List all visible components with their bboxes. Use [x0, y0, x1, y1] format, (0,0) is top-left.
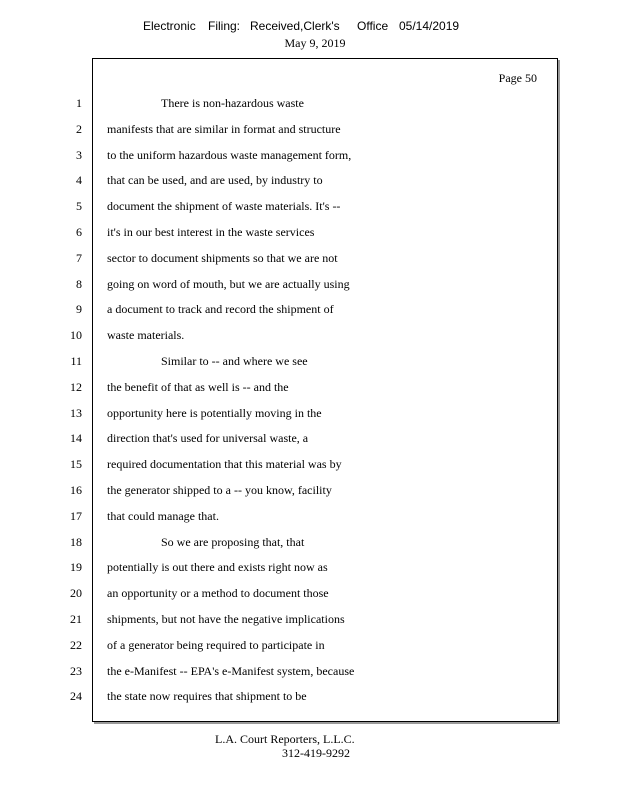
- line-text: There is non-hazardous waste: [161, 96, 304, 110]
- stamp-office: Office: [357, 19, 389, 33]
- transcript-line: [0, 95, 618, 111]
- transcript-line: [0, 663, 618, 679]
- transcript-line: [0, 250, 618, 266]
- line-text: sector to document shipments so that we are not: [107, 251, 338, 265]
- transcript-line: [0, 198, 618, 214]
- line-text: manifests that are similar in format and structure: [107, 122, 341, 136]
- transcript-line: [0, 482, 618, 498]
- transcript-line: [0, 430, 618, 446]
- transcript-line: [0, 405, 618, 421]
- stamp-electronic: Electronic: [143, 19, 196, 33]
- line-text: waste materials.: [107, 328, 185, 342]
- line-text: the benefit of that as well is -- and the: [107, 380, 289, 394]
- line-number: 13: [70, 406, 82, 420]
- transcript-line: [0, 172, 618, 188]
- line-text: of a generator being required to participate in: [107, 638, 325, 652]
- stamp-date: 05/14/2019: [399, 19, 460, 33]
- transcript-line: [0, 276, 618, 292]
- transcript-line: [0, 353, 618, 369]
- line-number: 22: [70, 638, 82, 652]
- line-number: 17: [70, 509, 82, 523]
- transcript-line: [0, 585, 618, 601]
- line-text: to the uniform hazardous waste management form,: [107, 148, 352, 162]
- reporter-company: L.A. Court Reporters, L.L.C.: [215, 732, 355, 746]
- transcript-line: [0, 456, 618, 472]
- reporter-phone: 312-419-9292: [282, 746, 350, 760]
- line-number: 3: [76, 148, 82, 162]
- hearing-date: May 9, 2019: [284, 36, 346, 50]
- line-number: 12: [70, 380, 82, 394]
- line-number: 15: [70, 457, 82, 471]
- line-number: 5: [76, 199, 82, 213]
- line-number: 6: [76, 225, 82, 239]
- line-text: Similar to -- and where we see: [161, 354, 308, 368]
- line-text: the e-Manifest -- EPA's e-Manifest system, because: [107, 664, 355, 678]
- transcript-line: [0, 611, 618, 627]
- line-text: the state now requires that shipment to be: [107, 689, 307, 703]
- line-number: 21: [70, 612, 82, 626]
- line-text: So we are proposing that, that: [161, 535, 305, 549]
- line-text: an opportunity or a method to document those: [107, 586, 329, 600]
- line-number: 10: [70, 328, 82, 342]
- line-number: 16: [70, 483, 82, 497]
- line-number: 14: [70, 431, 82, 445]
- line-number: 24: [70, 689, 82, 703]
- transcript-line: [0, 559, 618, 575]
- line-text: potentially is out there and exists right now as: [107, 560, 328, 574]
- line-number: 20: [70, 586, 82, 600]
- transcript-line: [0, 688, 618, 704]
- transcript-line: [0, 301, 618, 317]
- line-text: going on word of mouth, but we are actually using: [107, 277, 350, 291]
- line-number: 2: [76, 122, 82, 136]
- transcript-line: [0, 637, 618, 653]
- line-number: 18: [70, 535, 82, 549]
- page-number: Page 50: [498, 71, 537, 85]
- stamp-filing: Filing:: [208, 19, 241, 33]
- line-text: required documentation that this material was by: [107, 457, 342, 471]
- line-number: 11: [70, 354, 82, 368]
- line-text: that can be used, and are used, by industry to: [107, 173, 323, 187]
- line-text: a document to track and record the shipment of: [107, 302, 334, 316]
- line-text: shipments, but not have the negative implications: [107, 612, 345, 626]
- line-number: 1: [76, 96, 82, 110]
- line-text: direction that's used for universal waste, a: [107, 431, 309, 445]
- transcript-line: [0, 379, 618, 395]
- line-text: opportunity here is potentially moving in the: [107, 406, 322, 420]
- line-text: document the shipment of waste materials. It's --: [107, 199, 341, 213]
- transcript-line: [0, 508, 618, 524]
- line-number: 23: [70, 664, 82, 678]
- line-number: 4: [76, 173, 82, 187]
- line-text: it's in our best interest in the waste services: [107, 225, 315, 239]
- line-number: 7: [76, 251, 82, 265]
- line-number: 9: [76, 302, 82, 316]
- transcript-line: [0, 534, 618, 550]
- line-text: that could manage that.: [107, 509, 219, 523]
- transcript-line: [0, 121, 618, 137]
- filing-stamp: [0, 19, 618, 35]
- line-number: 19: [70, 560, 82, 574]
- transcript-line: [0, 224, 618, 240]
- line-text: the generator shipped to a -- you know, facility: [107, 483, 332, 497]
- line-number: 8: [76, 277, 82, 291]
- transcript-line: [0, 327, 618, 343]
- transcript-line: [0, 147, 618, 163]
- stamp-received: Received,Clerk's: [250, 19, 340, 33]
- hearing-date-row: [0, 36, 618, 51]
